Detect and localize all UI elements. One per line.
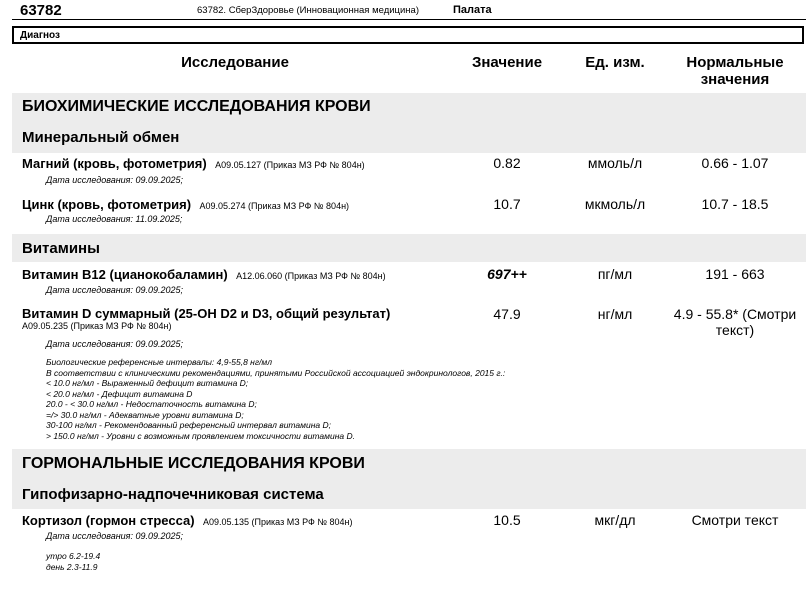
test-vitd-date: Дата исследования: 09.09.2025; [46, 339, 184, 349]
test-vitd-name: Витамин D суммарный (25-OH D2 и D3, общий результат) [22, 306, 391, 321]
diagnosis-label: Диагноз [20, 30, 60, 41]
test-vitd-norm [668, 306, 802, 338]
test-magnesium-unit: ммоль/л [587, 155, 643, 171]
test-magnesium-norm: 0.66 - 1.07 [701, 155, 769, 171]
column-header-study: Исследование [181, 54, 289, 71]
section-title-hormones: ГОРМОНАЛЬНЫЕ ИССЛЕДОВАНИЯ КРОВИ [22, 455, 365, 472]
norm-header-line1: Нормальные [686, 54, 784, 71]
test-vitd-norm-line2: текст) [715, 322, 755, 338]
ward-label: Палата [453, 4, 492, 16]
cortisol-note: утро 6.2-19.4 [46, 551, 101, 561]
vitd-note: > 150.0 нг/мл - Уровни с возможным проявлением токсичности витамина D. [46, 430, 355, 441]
test-b12-norm: 191 - 663 [705, 266, 765, 282]
test-cortisol-value: 10.5 [493, 512, 521, 528]
test-zinc-name-row [22, 196, 349, 214]
test-zinc-date: Дата исследования: 11.09.2025; [46, 214, 183, 224]
test-b12-code: A12.06.060 (Приказ МЗ РФ № 804н) [236, 271, 386, 281]
test-cortisol-name: Кортизол (гормон стресса) [22, 513, 195, 528]
test-cortisol-unit: мкг/дл [594, 512, 636, 528]
section-title-biochem: БИОХИМИЧЕСКИЕ ИССЛЕДОВАНИЯ КРОВИ [22, 98, 371, 115]
cortisol-note: день 2.3-11.9 [46, 561, 98, 572]
test-magnesium-name: Магний (кровь, фотометрия) [22, 156, 207, 171]
organization-name: 63782. СберЗдоровье (Инновационная медицина) [197, 5, 419, 16]
header-rule [12, 19, 806, 20]
test-zinc-code: A09.05.274 (Приказ МЗ РФ № 804н) [199, 201, 350, 211]
column-header-value: Значение [471, 54, 543, 71]
vitd-note: Биологические референсные интервалы: 4,9-55,8 нг/мл [46, 357, 273, 367]
subsection-title-pituitary: Гипофизарно-надпочечниковая система [22, 486, 324, 503]
subsection-title-mineral: Минеральный обмен [22, 129, 180, 146]
test-cortisol-name-row [22, 512, 353, 530]
test-magnesium-name-row [22, 155, 365, 173]
vitd-note: =/> 30.0 нг/мл - Адекватные уровни витамина D; [46, 409, 244, 420]
test-zinc-norm: 10.7 - 18.5 [701, 196, 769, 212]
test-b12-value-flagged: 697++ [487, 266, 527, 282]
test-b12-name-row [22, 266, 386, 284]
test-magnesium-code: A09.05.127 (Приказ МЗ РФ № 804н) [215, 160, 365, 170]
diagnosis-box [12, 26, 804, 44]
vitd-note: 30-100 нг/мл - Рекомендованный референсный интервал витамина D; [46, 420, 331, 430]
test-vitd-norm-line1: 4.9 - 55.8* (Смотри [673, 306, 797, 322]
test-zinc-value: 10.7 [493, 196, 521, 212]
test-vitd-unit: нг/мл [597, 306, 633, 322]
test-vitd-value: 47.9 [493, 306, 521, 322]
norm-header-line2: значения [700, 71, 770, 88]
test-cortisol-code: A09.05.135 (Приказ МЗ РФ № 804н) [203, 517, 353, 527]
vitd-note: < 10.0 нг/мл - Выраженный дефицит витамина D; [46, 378, 249, 388]
subsection-title-vitamins: Витамины [22, 240, 100, 257]
test-b12-date: Дата исследования: 09.09.2025; [46, 285, 184, 295]
test-cortisol-date: Дата исследования: 09.09.2025; [46, 531, 184, 541]
test-zinc-name: Цинк (кровь, фотометрия) [22, 197, 192, 212]
test-vitd-code: A09.05.235 (Приказ МЗ РФ № 804н) [22, 321, 172, 331]
column-header-norm [672, 54, 798, 88]
test-magnesium-date: Дата исследования: 09.09.2025; [46, 175, 184, 185]
test-b12-name: Витамин B12 (цианокобаламин) [22, 267, 228, 282]
section-band-vitamins [12, 234, 806, 262]
test-vitd-notes [46, 357, 505, 441]
test-cortisol-notes [46, 551, 100, 572]
vitd-note: < 20.0 нг/мл - Дефицит витамина D [46, 388, 193, 399]
test-zinc-unit: мкмоль/л [584, 196, 646, 212]
column-header-unit: Ед. изм. [585, 54, 645, 71]
test-cortisol-norm: Смотри текст [691, 512, 779, 528]
vitd-note: В соответствии с клиническими рекомендациями, принятыми Российской ассоциацией эндокринологов, 2015 г.: [46, 367, 506, 378]
test-magnesium-value: 0.82 [493, 155, 521, 171]
vitd-note: 20.0 - < 30.0 нг/мл - Недостаточность витамина D; [46, 399, 257, 409]
patient-id: 63782 [20, 2, 62, 19]
test-b12-unit: пг/мл [597, 266, 633, 282]
